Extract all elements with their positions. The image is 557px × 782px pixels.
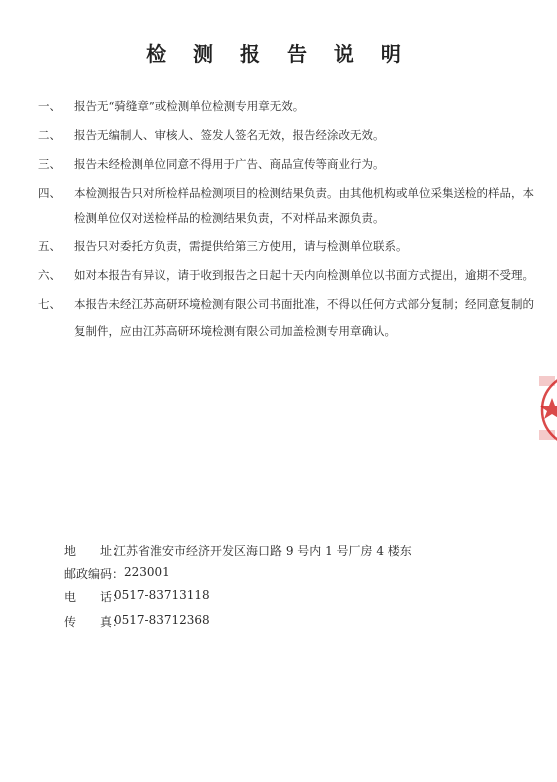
clause-number: 六、 [38, 268, 61, 282]
clause-text: 本检测报告只对所检样品检测项目的检测结果负责。由其他机构或单位采集送检的样品，本 [74, 186, 534, 200]
clause-number: 五、 [38, 239, 61, 253]
clause-text: 报告只对委托方负责，需提供给第三方使用，请与检测单位联系。 [74, 239, 408, 253]
clause-text: 检测单位仅对送检样品的检测结果负责，不对样品来源负责。 [74, 211, 385, 225]
fax-value: 0517-83712368 [114, 613, 210, 627]
clause-text: 报告无“骑缝章”或检测单位检测专用章无效。 [74, 99, 305, 113]
phone-label: 电 话： [64, 590, 125, 604]
clause-number: 三、 [38, 157, 61, 171]
clause-text: 报告未经检测单位同意不得用于广告、商品宣传等商业行为。 [74, 157, 385, 171]
official-seal-stamp [538, 360, 557, 460]
phone-value: 0517-83713118 [114, 588, 210, 602]
clause-number: 七、 [38, 297, 61, 311]
clause-number: 二、 [38, 128, 61, 142]
clause-text: 报告无编制人、审核人、签发人签名无效，报告经涂改无效。 [74, 128, 385, 142]
fax-label: 传 真： [64, 615, 125, 629]
clause-text: 本报告未经江苏高研环境检测有限公司书面批准，不得以任何方式部分复制；经同意复制的 [74, 297, 534, 311]
postcode-value: 223001 [124, 565, 170, 579]
clause-text: 复制件，应由江苏高研环境检测有限公司加盖检测专用章确认。 [74, 324, 396, 338]
clause-text: 如对本报告有异议，请于收到报告之日起十天内向检测单位以书面方式提出，逾期不受理。 [74, 268, 534, 282]
address-label: 地 址： [64, 544, 125, 558]
postcode-label: 邮政编码： [64, 567, 125, 581]
address-value: 江苏省淮安市经济开发区海口路 9 号内 1 号厂房 4 楼东 [114, 544, 412, 558]
clause-number: 四、 [38, 186, 61, 200]
clause-number: 一、 [38, 99, 61, 113]
page-title: 检 测 报 告 说 明 [146, 42, 411, 66]
